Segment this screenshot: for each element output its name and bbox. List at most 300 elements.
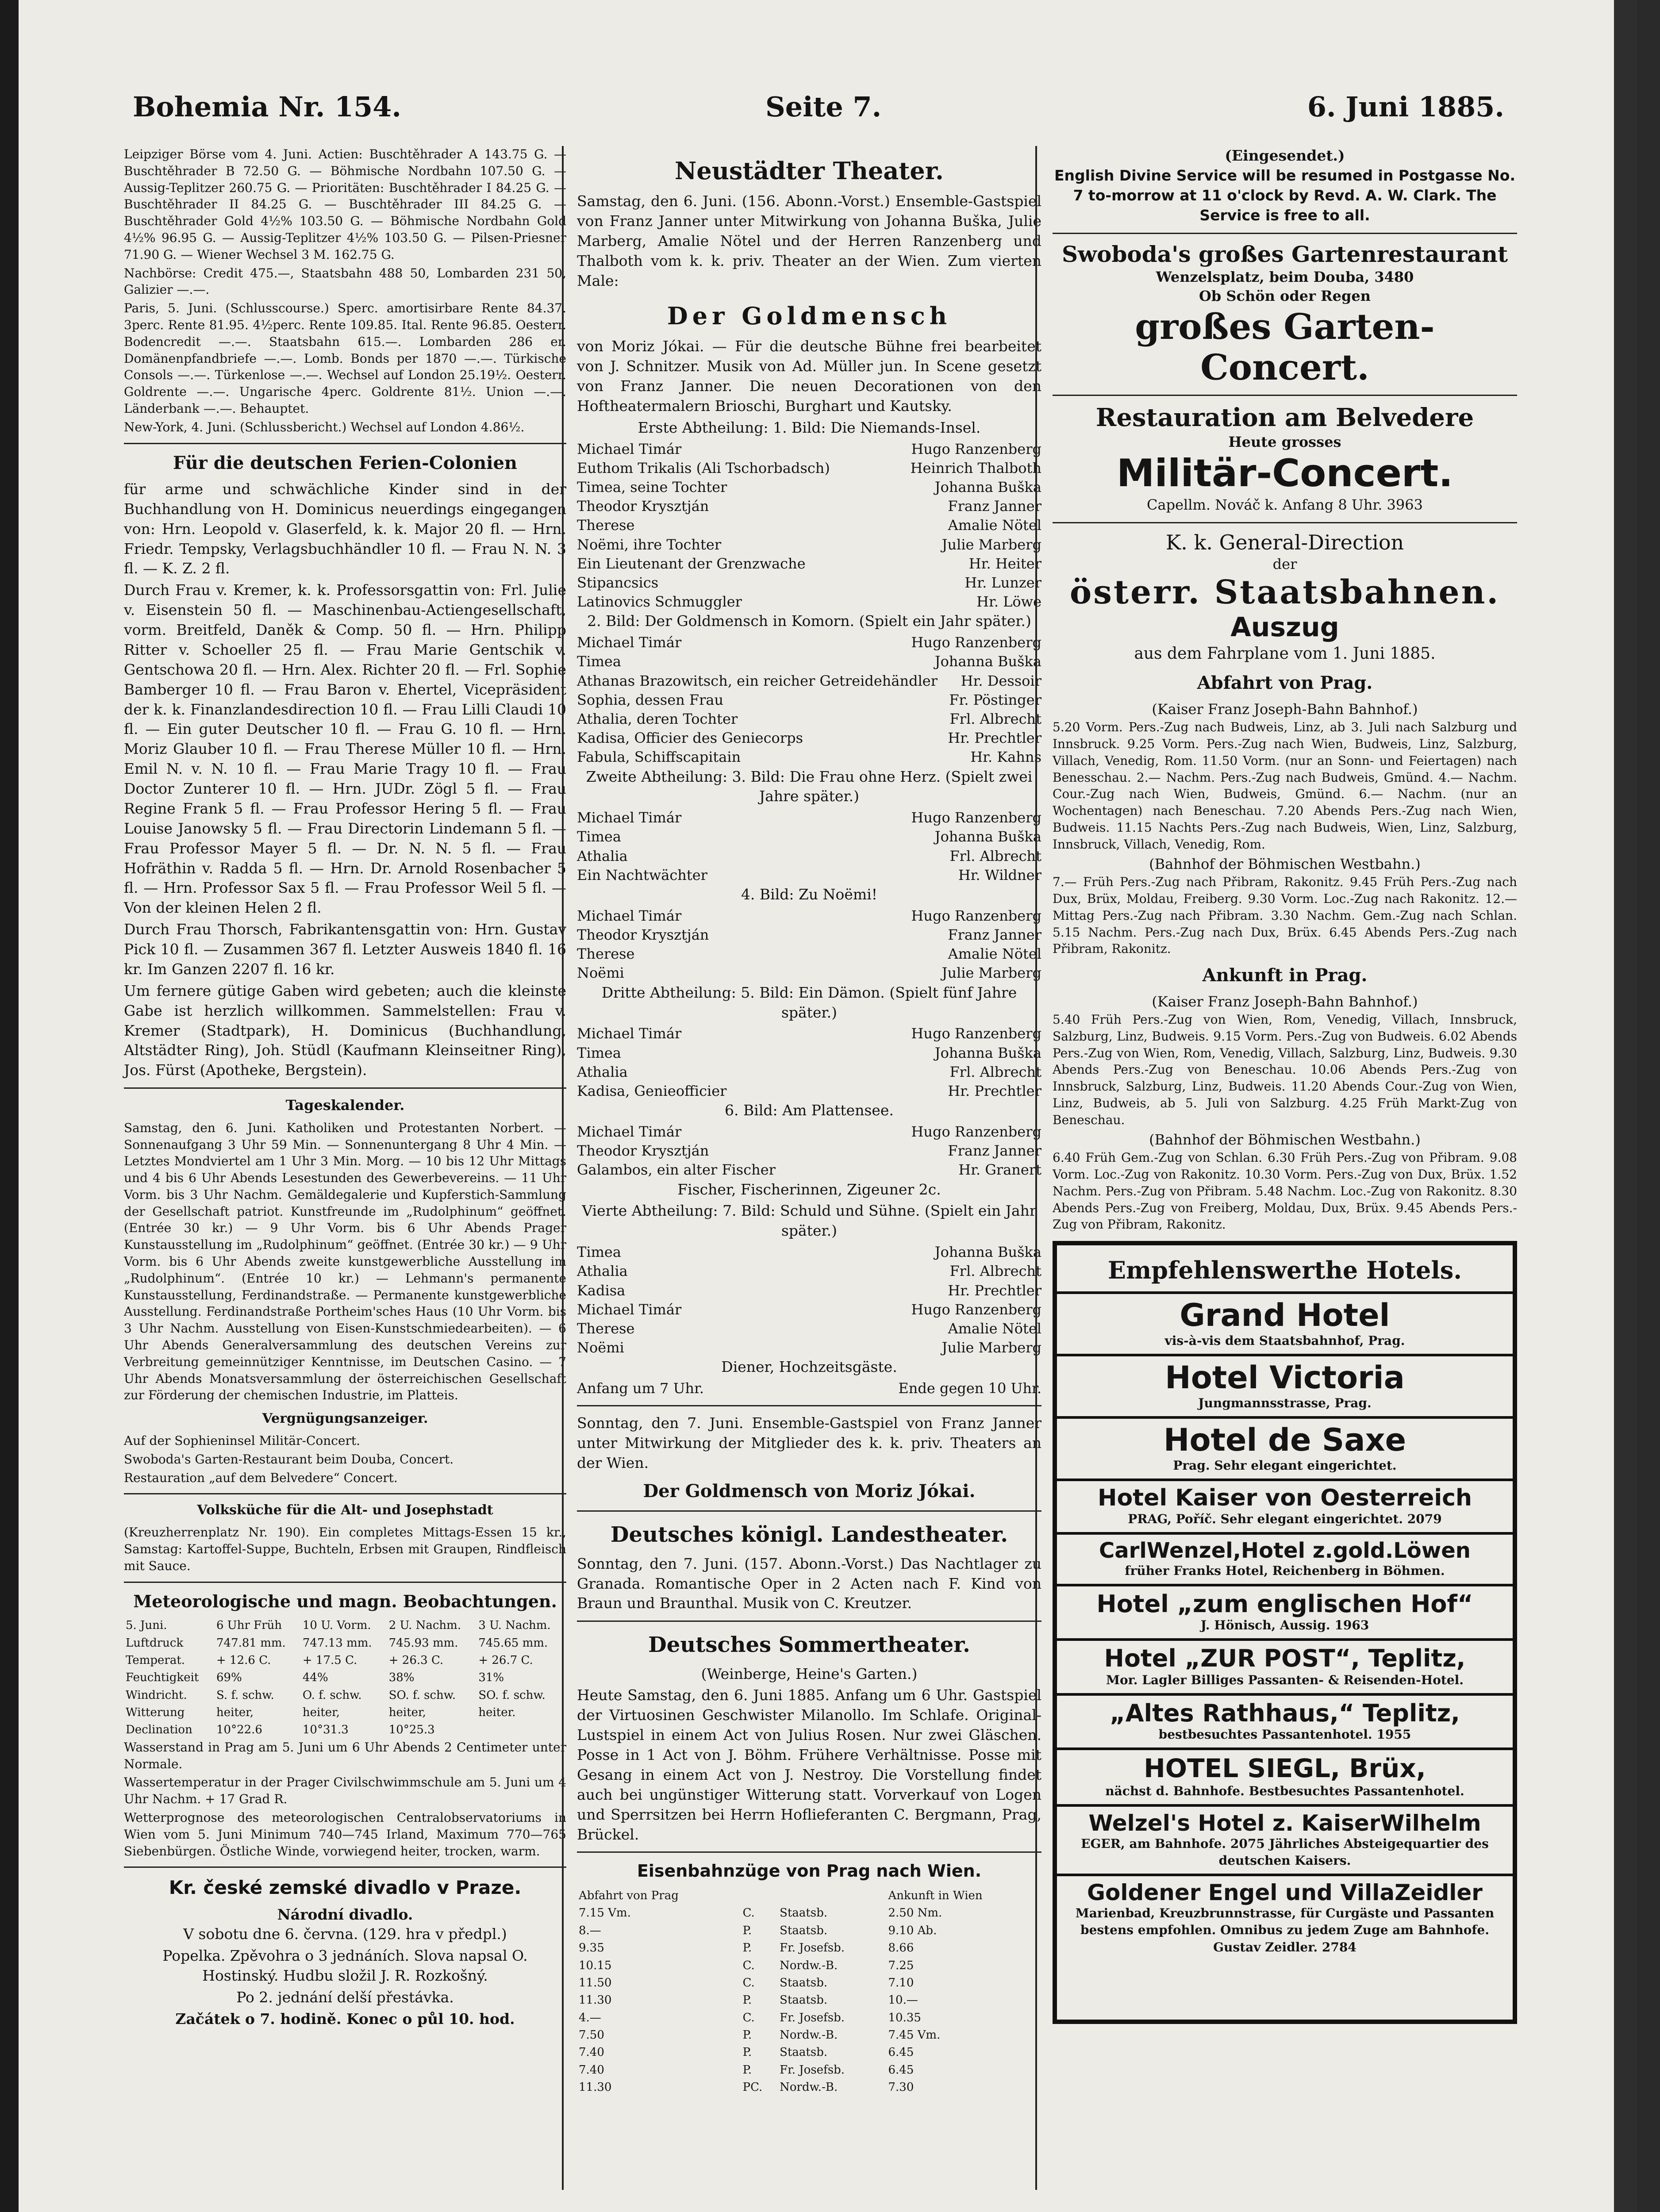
cast-actor: Hr. Wildner: [958, 866, 1041, 883]
rail-cell: Staatsb.: [780, 2046, 828, 2059]
rail-cell: 7.40: [579, 2046, 604, 2059]
meteo-title: Meteorologische und magn. Beobachtungen.: [133, 1591, 557, 1611]
cast-row: [577, 1281, 1041, 1300]
staatsbahnen-heading: österr. Staatsbahnen.: [1069, 573, 1500, 612]
belvedere-ad-footer: Capellm. Nováč k. Anfang 8 Uhr. 3963: [1147, 496, 1423, 514]
cast-row: [577, 633, 1041, 652]
rail-cell: C.: [742, 1976, 755, 1989]
rail-row: [577, 2062, 1041, 2079]
ferien-paragraph: Um fernere gütige Gaben wird gebeten; auch die kleinste Gabe ist herzlich willkommen. Sammelstellen: Frau v. Kremer (Stadtpark), H. Dominicus (Buchhandlung, Altstädter Ring), Joh. Stüdl (Kaufmann Kleinseitner Ring), Jos. Fürst (Apotheke, Bergstein).: [124, 982, 566, 1079]
swoboda-ad-address: Wenzelsplatz, beim Douba, 3480: [1156, 268, 1414, 285]
meteo-header-cell: 10 U. Vorm.: [302, 1619, 371, 1632]
hotel-name: Hotel „zum englischen Hof“: [1096, 1590, 1473, 1618]
czech-theatre-subtitle: Národní divadlo.: [277, 1905, 413, 1923]
cast-row: [577, 516, 1041, 535]
landestheater-title: Deutsches königl. Landestheater.: [610, 1522, 1008, 1548]
cast-actor: Hr. Prechtler: [948, 730, 1041, 747]
rail-cell: 6.45: [888, 2046, 914, 2059]
cast-role: Michael Timár: [577, 440, 682, 457]
rail-cell: Nordw.-B.: [780, 1959, 838, 1972]
meteo-cell: 69%: [216, 1671, 242, 1685]
scan-edge: [1614, 0, 1637, 2212]
cast-actor: Frl. Albrecht: [949, 1063, 1041, 1080]
meteo-cell: heiter.: [478, 1706, 516, 1720]
meteo-cell: SO. f. schw.: [478, 1688, 546, 1702]
boerse-leipzig: Leipziger Börse vom 4. Juni. Actien: Buschtěhrader A 143.75 G. — Buschtěhrader B 72.50 G. — Böhmische Nordbahn 107.50 G. — Aussig-Teplitzer 260.75 G. — Prioritäten: Buschtěhrader I 84.25 G. — Buschtěhrader II 84.25 G. — Buschtěhrader III 84.25 G. — Buschtěhrader Gold 4½% 103.50 G. — Böhmische Nordbahn Gold 4½% 96.95 G. — Aussig-Teplitzer 4½% 103.50 G. — Pilsen-Priesner 71.90 G. — Wiener Wechsel 3 M. 162.75 G.: [124, 147, 566, 262]
westbahn2-title: (Bahnhof der Böhmischen Westbahn.): [1149, 1131, 1421, 1148]
page-header: [133, 77, 1504, 131]
boerse-nachboerse: Nachbörse: Credit 475.—, Staatsbahn 488 50, Lombarden 231 50, Galizier —.—.: [124, 265, 566, 297]
rail-table-title: Eisenbahnzüge von Prag nach Wien.: [637, 1861, 982, 1881]
cast-row: [577, 906, 1041, 926]
sunday-notice: Sonntag, den 7. Juni. Ensemble-Gastspiel von Franz Janner unter Mitwirkung der Mitglieder des k. k. priv. Theaters an der Wien.: [577, 1414, 1041, 1472]
rail-row: [577, 2079, 1041, 2096]
rail-cell: 11.50: [579, 1976, 612, 1989]
rail-cell: Nordw.-B.: [780, 2081, 838, 2094]
hotel-ad: [1057, 1641, 1513, 1695]
hotel-details: vis-à-vis dem Staatsbahnhof, Prag.: [1164, 1333, 1405, 1348]
meteo-row: [124, 1704, 566, 1721]
divider: [124, 1087, 566, 1089]
vergnuegung-item: Restauration „auf dem Belvedere“ Concert.: [124, 1470, 398, 1485]
act-heading: 2. Bild: Der Goldmensch in Komorn. (Spielt ein Jahr später.): [587, 612, 1031, 630]
cast-row: [577, 1243, 1041, 1262]
eingesendet-title: (Eingesendet.): [1225, 147, 1345, 164]
hotel-name: Hotel Kaiser von Oesterreich: [1098, 1484, 1472, 1511]
rail-cell: 4.—: [579, 2011, 601, 2024]
meteo-cell: heiter,: [302, 1706, 340, 1720]
boerse-section: [124, 146, 566, 436]
cast-role: Therese: [577, 517, 635, 534]
meteo-cell: Temperat.: [126, 1654, 185, 1667]
meteo-cell: + 26.7 C.: [478, 1654, 533, 1667]
swoboda-ad-title: Swoboda's großes Gartenrestaurant: [1061, 241, 1508, 267]
rail-row: [577, 1992, 1041, 2009]
westbahn-title: (Bahnhof der Böhmischen Westbahn.): [1149, 855, 1421, 872]
rail-row: [577, 1974, 1041, 1992]
hotel-ad: [1057, 1807, 1513, 1876]
meteo-cell: Witterung: [126, 1706, 185, 1720]
cast-actor: Hr. Lunzer: [964, 574, 1041, 591]
column-1: [124, 146, 566, 2031]
cast-actor: Amalie Nötel: [948, 945, 1041, 963]
hotel-details: EGER, am Bahnhofe. 2075 Jährliches Absteigequartier des deutschen Kaisers.: [1081, 1836, 1489, 1868]
cast-actor: Hugo Ranzenberg: [911, 1301, 1041, 1318]
cast-actor: Hugo Ranzenberg: [911, 907, 1041, 924]
hotel-details: J. Hönisch, Aussig. 1963: [1200, 1618, 1369, 1633]
cast-row: [577, 672, 1041, 691]
cast-role: Timea, seine Tochter: [577, 479, 727, 495]
rail-cell: 11.30: [579, 1993, 612, 2007]
cast-actor: Frl. Albrecht: [949, 1263, 1041, 1280]
neustaedter-theater-title: Neustädter Theater.: [674, 157, 944, 185]
divider: [577, 1621, 1041, 1622]
hotel-ad: [1057, 1876, 1513, 1960]
boerse-paris: Paris, 5. Juni. (Schlusscourse.) Sperc. amortisirbare Rente 84.37. 3perc. Rente 81.95. 4½perc. Rente 109.85. Ital. Rente 96.85. Oesterr. Bodencredit —.—. Staatsbahn 615.—. Lombarden 286 er. Domänenpfandbriefe —.—. Lomb. Bonds per 1870 —.—. Türkische Consols —.—. Türkenlose —.—. Wechsel auf London 25.19½. Oesterr. Goldrente —.—. Ungarische 4perc. Goldrente 81½. Union —.—. Länderbank —.—. Behauptet.: [124, 301, 566, 416]
hotel-ad: [1057, 1696, 1513, 1750]
cast-role: Michael Timár: [577, 809, 682, 826]
westbahn2-text: 6.40 Früh Gem.-Zug von Schlan. 6.30 Früh Pers.-Zug von Přibram. 9.08 Vorm. Loc.-Zug von Rakonitz. 10.30 Vorm. Pers.-Zug von Dux, Brüx. 1.52 Nachm. Pers.-Zug von Přibram. 5.48 Nachm. Loc.-Zug von Rakonitz. 8.30 Abends Pers.-Zug von Freiberg, Moldau, Dux, Brüx. 9.45 Abends Pers.-Zug von Přibram, Rakonitz.: [1053, 1150, 1517, 1232]
cast-row: [577, 926, 1041, 945]
rail-header-cell: Abfahrt von Prag: [579, 1889, 679, 1903]
column-2: [562, 146, 1041, 2190]
vergnuegung-item: Auf der Sophieninsel Militär-Concert.: [124, 1433, 361, 1448]
rail-cell: P.: [742, 2028, 752, 2042]
abfahrt-subtitle: (Kaiser Franz Joseph-Bahn Bahnhof.): [1152, 700, 1418, 718]
meteo-header-row: [124, 1617, 566, 1634]
meteo-cell: S. f. schw.: [216, 1688, 274, 1702]
hotel-details: PRAG, Poříč. Sehr elegant eingerichtet. 2079: [1128, 1512, 1442, 1527]
hotel-name: Hotel de Saxe: [1163, 1421, 1406, 1458]
meteo-note: Wassertemperatur in der Prager Civilschwimmschule am 5. Juni um 4 Uhr Nachm. + 17 Grad R.: [124, 1775, 566, 1807]
cast-role: Timea: [577, 1244, 621, 1261]
cast-row: [577, 1044, 1041, 1063]
cast-role: Latinovics Schmuggler: [577, 593, 742, 611]
cast-role: Athalia, deren Tochter: [577, 710, 738, 727]
meteo-row: [124, 1721, 566, 1739]
cast-role: Michael Timár: [577, 1301, 682, 1318]
header-page-number: Seite 7.: [765, 91, 882, 123]
rail-row: [577, 2027, 1041, 2044]
act-heading: 6. Bild: Am Plattensee.: [725, 1102, 894, 1119]
meteo-table: [124, 1617, 566, 1739]
hotel-name: Welzel's Hotel z. KaiserWilhelm: [1088, 1810, 1481, 1836]
cast-actor: Hr. Prechtler: [948, 1082, 1041, 1099]
cast-row: [577, 1122, 1041, 1141]
cast-row: [577, 1141, 1041, 1160]
cast-row: [577, 729, 1041, 748]
cast-actor: Franz Janner: [948, 498, 1041, 515]
divider: [1053, 522, 1517, 523]
rail-cell: 2.50 Nm.: [888, 1906, 942, 1920]
cast-row: [577, 440, 1041, 459]
meteo-header-cell: 6 Uhr Früh: [216, 1619, 282, 1632]
volkskueche-text: (Kreuzherrenplatz Nr. 190). Ein completes Mittags-Essen 15 kr., Samstag: Kartoffel-Suppe, Buchteln, Erbsen mit Graupen, Rindfleisch mit Sauce.: [124, 1525, 566, 1573]
extras-line: Diener, Hochzeitsgäste.: [721, 1358, 897, 1376]
hotel-name: Goldener Engel und VillaZeidler: [1087, 1880, 1483, 1906]
rail-cell: 7.10: [888, 1976, 914, 1989]
rail-cell: 7.50: [579, 2028, 604, 2042]
czech-theatre-line: V sobotu dne 6. června. (129. hra v předpl.): [183, 1925, 507, 1943]
meteo-cell: 31%: [478, 1671, 504, 1685]
rail-cell: C.: [742, 1906, 755, 1920]
act-heading: Zweite Abtheilung: 3. Bild: Die Frau ohne Herz. (Spielt zwei Jahre später.): [586, 768, 1033, 805]
meteo-row: [124, 1687, 566, 1704]
column-3: [1035, 146, 1517, 2190]
auszug-heading: Auszug: [1230, 612, 1339, 643]
meteo-cell: Luftdruck: [126, 1636, 184, 1650]
divider: [124, 1866, 566, 1868]
cast-actor: Hr. Dessoir: [961, 672, 1041, 689]
extras-line: Fischer, Fischerinnen, Zigeuner 2c.: [677, 1180, 941, 1198]
cast-list: [577, 440, 1041, 612]
meteo-cell: O. f. schw.: [302, 1688, 362, 1702]
rail-cell: C.: [742, 1959, 755, 1972]
cast-role: Sophia, dessen Frau: [577, 691, 724, 708]
cast-role: Stipancsics: [577, 574, 659, 591]
play-title: Der Goldmensch: [667, 301, 952, 330]
cast-role: Athalia: [577, 1263, 628, 1280]
meteo-cell: + 17.5 C.: [302, 1654, 357, 1667]
cast-row: [577, 592, 1041, 611]
cast-row: [577, 652, 1041, 671]
hotel-name: CarlWenzel,Hotel z.gold.Löwen: [1099, 1538, 1471, 1563]
sommertheater-subtitle: (Weinberge, Heine's Garten.): [701, 1665, 918, 1682]
act-heading: Vierte Abtheilung: 7. Bild: Schuld und Sühne. (Spielt ein Jahr später.): [582, 1202, 1037, 1240]
cast-role: Michael Timár: [577, 634, 682, 651]
cast-role: Athalia: [577, 847, 628, 864]
cast-row: [577, 710, 1041, 729]
cast-actor: Heinrich Thalboth: [910, 459, 1041, 476]
rail-cell: C.: [742, 2011, 755, 2024]
meteo-row: [124, 1669, 566, 1686]
hotel-details: nächst d. Bahnhofe. Bestbesuchtes Passantenhotel.: [1105, 1784, 1464, 1799]
hotel-name: HOTEL SIEGL, Brüx,: [1144, 1753, 1426, 1784]
hotel-details: früher Franks Hotel, Reichenberg in Böhmen.: [1125, 1563, 1445, 1578]
rail-cell: 7.25: [888, 1959, 914, 1972]
cast-role: Fabula, Schiffscapitain: [577, 749, 741, 766]
cast-row: [577, 1160, 1041, 1179]
cast-role: Theodor Krysztján: [577, 1142, 709, 1160]
rail-cell: 11.30: [579, 2081, 612, 2094]
cast-row: [577, 554, 1041, 573]
cast-actor: Johanna Buška: [934, 653, 1041, 670]
cast-actor: Frl. Albrecht: [949, 710, 1041, 727]
hotel-details: Prag. Sehr elegant eingerichtet.: [1173, 1458, 1397, 1473]
hotel-ad: [1057, 1750, 1513, 1807]
hotel-ad: [1057, 1294, 1513, 1356]
direction-title: K. k. General-Direction: [1165, 530, 1404, 554]
meteo-cell: Feuchtigkeit: [126, 1671, 199, 1685]
cast-row: [577, 478, 1041, 497]
meteo-cell: Declination: [126, 1723, 192, 1737]
cast-row: [577, 847, 1041, 866]
meteo-cell: 38%: [388, 1671, 415, 1685]
rail-cell: 7.45 Vm.: [888, 2028, 941, 2042]
rail-cell: 10.15: [579, 1959, 612, 1972]
rail-cell: 9.10 Ab.: [888, 1924, 937, 1937]
cast-row: [577, 808, 1041, 827]
cast-actor: Hugo Ranzenberg: [911, 1025, 1041, 1042]
rail-cell: 10.35: [888, 2011, 921, 2024]
rail-cell: Staatsb.: [780, 1993, 828, 2007]
rail-header-cell: Ankunft in Wien: [888, 1889, 983, 1903]
meteo-header-cell: 3 U. Nachm.: [478, 1619, 551, 1632]
cast-role: Galambos, ein alter Fischer: [577, 1161, 776, 1179]
meteo-cell: Windricht.: [126, 1688, 187, 1702]
divider: [577, 1851, 1041, 1853]
hotel-details: Jungmannsstrasse, Prag.: [1198, 1395, 1372, 1410]
cast-role: Ein Nachtwächter: [577, 866, 707, 883]
cast-list: [577, 1122, 1041, 1180]
cast-actor: Hr. Löwe: [976, 593, 1041, 611]
rail-row: [577, 1905, 1041, 1922]
meteo-cell: + 26.3 C.: [388, 1654, 444, 1667]
ferien-paragraph: Durch Frau Thorsch, Fabrikantensgattin von: Hrn. Gustav Pick 10 fl. — Zusammen 367 fl. Letzter Ausweis 1840 fl. 16 kr. Im Ganzen 2207 fl. 16 kr.: [124, 921, 566, 978]
ankunft-title: Ankunft in Prag.: [1202, 965, 1368, 986]
cast-row: [577, 1338, 1041, 1357]
rail-cell: Staatsb.: [780, 1976, 828, 1989]
meteo-row: [124, 1652, 566, 1669]
cast-actor: Franz Janner: [948, 926, 1041, 944]
belvedere-ad-title: Restauration am Belvedere: [1095, 403, 1474, 432]
cast-row: [577, 1319, 1041, 1338]
rail-cell: P.: [742, 1941, 752, 1955]
divider: [124, 443, 566, 444]
cast-list: [577, 1243, 1041, 1357]
meteo-cell: 745.65 mm.: [478, 1636, 548, 1650]
meteo-cell: 10°22.6: [216, 1723, 262, 1737]
rail-cell: 6.45: [888, 2063, 914, 2077]
cast-row: [577, 573, 1041, 592]
divider: [1053, 395, 1517, 396]
cast-role: Kadisa, Officier des Geniecorps: [577, 730, 803, 747]
cast-actor: Franz Janner: [948, 1142, 1041, 1160]
cast-role: Timea: [577, 653, 621, 670]
cast-row: [577, 1082, 1041, 1101]
rail-cell: Staatsb.: [780, 1924, 828, 1937]
rail-cell: 7.15 Vm.: [579, 1906, 631, 1920]
cast-row: [577, 827, 1041, 846]
rail-row: [577, 2044, 1041, 2061]
ferien-paragraph: für arme und schwächliche Kinder sind in der Buchhandlung von H. Dominicus neuerdings eingegangen von: Hrn. Leopold v. Glaserfeld, k. k. Major 20 fl. — Hrn. Friedr. Tempsky, Verlagsbuchhändler 10 fl. — Frau N. N. 3 fl. — K. Z. 2 fl.: [124, 480, 566, 577]
cast-actor: Johanna Buška: [934, 1244, 1041, 1261]
hotel-ad: [1057, 1419, 1513, 1481]
cast-row: [577, 1063, 1041, 1082]
cast-row: [577, 1024, 1041, 1043]
cast-role: Kadisa: [577, 1282, 626, 1299]
cast-role: Kadisa, Genieofficier: [577, 1082, 727, 1099]
header-date: 6. Juni 1885.: [1307, 91, 1504, 123]
hotel-ad: [1057, 1586, 1513, 1641]
rail-row: [577, 1922, 1041, 1939]
hotel-ad: [1057, 1535, 1513, 1586]
cast-actor: Hr. Kahns: [970, 749, 1041, 766]
cast-actor: Johanna Buška: [934, 479, 1041, 495]
hotel-ad: [1057, 1481, 1513, 1535]
czech-theatre-line: Popelka. Zpěvohra o 3 jednáních. Slova napsal O. Hostinský. Hudbu složil J. R. Rozkošný.: [162, 1947, 528, 1985]
rail-cell: P.: [742, 1924, 752, 1937]
direction-der: der: [1272, 555, 1297, 572]
meteo-cell: 747.81 mm.: [216, 1636, 286, 1650]
hotel-ad: [1057, 1356, 1513, 1419]
meteo-cell: heiter,: [216, 1706, 254, 1720]
cast-row: [577, 1300, 1041, 1319]
divider: [124, 1493, 566, 1494]
cast-row: [577, 945, 1041, 964]
rail-cell: Fr. Josefsb.: [780, 1941, 845, 1955]
meteo-cell: + 12.6 C.: [216, 1654, 271, 1667]
cast-row: [577, 497, 1041, 516]
cast-role: Noëmi, ihre Tochter: [577, 536, 722, 553]
cast-list: [577, 906, 1041, 983]
cast-actor: Hugo Ranzenberg: [911, 1123, 1041, 1140]
rail-cell: 7.30: [888, 2081, 914, 2094]
abfahrt-text: 5.20 Vorm. Pers.-Zug nach Budweis, Linz, ab 3. Juli nach Salzburg und Innsbruck. 9.25 Vorm. Pers.-Zug nach Wien, Budweis, Linz, Salzburg, Villach, Venedig, Rom. 11.50 Vorm. (nur an Sonn- und Feiertagen) nach Benesschau. 2.— Nachm. Pers.-Zug nach Budweis, Gmünd. 4.— Nachm. Cour.-Zug nach Wien, Budweis, Gmünd. 6.— Nachm. (nur an Wochentagen) nach Beneschau. 7.20 Abends Pers.-Zug nach Wien, Budweis. 11.15 Nachts Pers.-Zug nach Budweis, Wien, Linz, Salzburg, Innsbruck, Villach, Venedig, Rom.: [1053, 720, 1517, 852]
divider: [577, 1405, 1041, 1406]
cast-role: Theodor Krysztján: [577, 926, 709, 944]
cast-list: [577, 808, 1041, 885]
belvedere-ad-sub: Heute grosses: [1228, 433, 1341, 450]
cast-list: [577, 1024, 1041, 1101]
hotels-title: Empfehlenswerthe Hotels.: [1057, 1250, 1513, 1294]
scan-gutter: [0, 0, 19, 2212]
landestheater-text: Sonntag, den 7. Juni. (157. Abonn.-Vorst.) Das Nachtlager zu Granada. Romantische Oper in 2 Acten nach F. Kind von Braun und Braunthal. Musik von C. Kreutzer.: [577, 1555, 1041, 1612]
meteo-row: [124, 1635, 566, 1652]
cast-list: [577, 633, 1041, 767]
meteo-cell: 44%: [302, 1671, 328, 1685]
rail-cell: 10.—: [888, 1993, 918, 2007]
cast-role: Athanas Brazowitsch, ein reicher Getreidehändler: [577, 672, 938, 689]
divider: [577, 1510, 1041, 1512]
czech-theatre-title: Kr. české zemské divadlo v Praze.: [169, 1877, 522, 1899]
westbahn-text: 7.— Früh Pers.-Zug nach Přibram, Rakonitz. 9.45 Früh Pers.-Zug nach Dux, Brüx, Moldau, Freiberg. 9.30 Vorm. Loc.-Zug nach Rakonitz. 12.— Mittag Pers.-Zug nach Přibram. 3.30 Nachm. Gem.-Zug nach Schlan. 5.15 Nachm. Pers.-Zug nach Dux, Brüx. 6.45 Abends Pers.-Zug nach Přibram, Rakonitz.: [1053, 875, 1517, 956]
rail-cell: PC.: [742, 2081, 763, 2094]
rail-table: [577, 1887, 1041, 2096]
ankunft-subtitle: (Kaiser Franz Joseph-Bahn Bahnhof.): [1152, 993, 1418, 1010]
act-heading: Erste Abtheilung: 1. Bild: Die Niemands-Insel.: [638, 419, 981, 436]
rail-row: [577, 1939, 1041, 1957]
cast-row: [577, 691, 1041, 710]
ankunft-text: 5.40 Früh Pers.-Zug von Wien, Rom, Venedig, Villach, Innsbruck, Salzburg, Linz, Budweis. 9.15 Vorm. Pers.-Zug von Budweis. 6.02 Abends Pers.-Zug von Wien, Rom, Venedig, Villach, Salzburg, Linz, Budweis. 9.30 Abends Pers.-Zug von Beneschau. 10.06 Abends Pers.-Zug von Innsbruck, Salzburg, Linz, Budweis. 11.20 Abends Cour.-Zug von Wien, Linz, Budweis, ab 5. Juli von Salzburg. 4.25 Früh Markt-Zug von Beneschau.: [1053, 1012, 1517, 1127]
rail-row: [577, 1957, 1041, 1974]
cast-role: Michael Timár: [577, 1123, 682, 1140]
hotel-details: Mor. Lagler Billiges Passanten- & Reisenden-Hotel.: [1106, 1672, 1464, 1687]
act-heading: Dritte Abtheilung: 5. Bild: Ein Dämon. (Spielt fünf Jahre später.): [601, 983, 1017, 1021]
swoboda-ad-weather: Ob Schön oder Regen: [1199, 288, 1371, 305]
cast-row: [577, 866, 1041, 885]
cast-role: Ein Lieutenant der Grenzwache: [577, 555, 806, 572]
sunday-play-title: Der Goldmensch von Moriz Jókai.: [643, 1481, 976, 1502]
meteo-header-cell: 2 U. Nachm.: [388, 1619, 461, 1632]
cast-role: Michael Timár: [577, 1025, 682, 1042]
rail-cell: P.: [742, 2063, 752, 2077]
sommertheater-text: Heute Samstag, den 6. Juni 1885. Anfang um 6 Uhr. Gastspiel der Virtuosinen Geschwister Milanollo. Im Schlafe. Original-Lustspiel in einem Act von Julius Rosen. Nur zwei Gläschen. Posse in 1 Act von J. Böhm. Frühere Verhältnisse. Posse mit Gesang in einem Act von J. Nestroy. Die Vorstellung findet auch bei ungünstiger Witterung statt. Vorverkauf von Logen und Sperrsitzen bei Herrn Hoflieferanten C. Bergmann, Prag, Brückel.: [577, 1686, 1041, 1843]
cast-row: [577, 1262, 1041, 1281]
meteo-cell: 747.13 mm.: [302, 1636, 372, 1650]
cast-role: Athalia: [577, 1063, 628, 1080]
militaer-concert-heading: Militär-Concert.: [1116, 451, 1453, 496]
hotel-details: Marienbad, Kreuzbrunnstrasse, für Curgäste und Passanten bestens empfohlen. Omnibus zu jedem Zuge am Bahnhofe. Gustav Zeidler. 2784: [1075, 1906, 1495, 1955]
rail-cell: 9.35: [579, 1941, 604, 1955]
abfahrt-title: Abfahrt von Prag.: [1197, 672, 1373, 694]
vergnuegung-item: Swoboda's Garten-Restaurant beim Douba, Concert.: [124, 1452, 454, 1467]
theater-intro: Samstag, den 6. Juni. (156. Abonn.-Vorst.) Ensemble-Gastspiel von Franz Janner unter Mitwirkung von Johanna Buška, Julie Marberg, Amalie Nötel und der Herren Ranzenberg und Thalboth vom k. k. priv. Theater an der Wien. Zum vierten Male:: [577, 192, 1041, 289]
show-times: [577, 1379, 1041, 1398]
cast-actor: Julie Marberg: [941, 964, 1041, 982]
hotel-name: Hotel „ZUR POST“, Teplitz,: [1104, 1644, 1466, 1673]
rail-cell: P.: [742, 1993, 752, 2007]
cast-actor: Johanna Buška: [934, 828, 1041, 845]
hotel-name: Grand Hotel: [1180, 1297, 1390, 1333]
hotel-name: Hotel Victoria: [1165, 1359, 1405, 1396]
cast-actor: Fr. Pöstinger: [949, 691, 1041, 708]
cast-role: Therese: [577, 945, 635, 963]
tageskalender-title: Tageskalender.: [285, 1097, 405, 1114]
sommertheater-title: Deutsches Sommertheater.: [648, 1632, 970, 1658]
cast-actor: Hr. Heiter: [968, 555, 1041, 572]
cast-actor: Hr. Granert: [958, 1161, 1041, 1179]
act-heading: 4. Bild: Zu Noëmi!: [741, 886, 878, 903]
cast-actor: Julie Marberg: [941, 536, 1041, 553]
cast-role: Timea: [577, 828, 621, 845]
rail-cell: Nordw.-B.: [780, 2028, 838, 2042]
rail-cell: 7.40: [579, 2063, 604, 2077]
rail-cell: Fr. Josefsb.: [780, 2063, 845, 2077]
cast-role: Therese: [577, 1320, 635, 1337]
rail-cell: 8.—: [579, 1924, 601, 1937]
cast-row: [577, 748, 1041, 767]
